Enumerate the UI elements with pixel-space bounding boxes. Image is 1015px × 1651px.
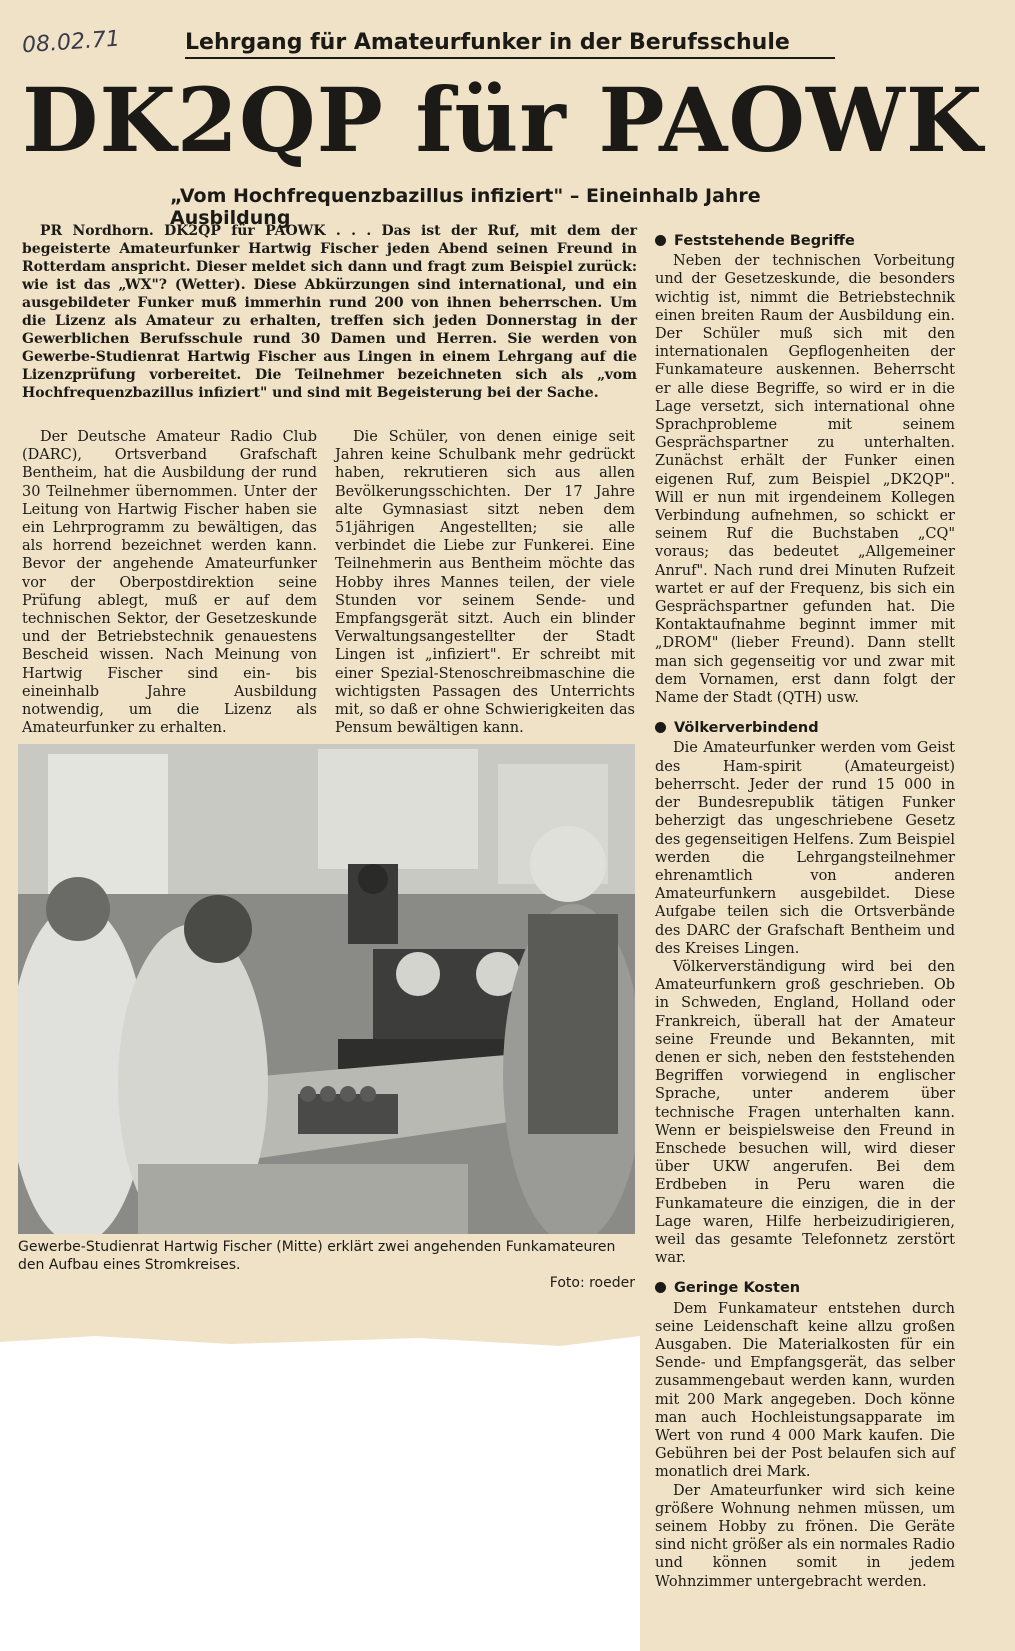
kicker: Lehrgang für Amateurfunker in der Berufsschule [185, 30, 835, 59]
bullet-icon [655, 1282, 666, 1293]
section-voelkerverbindend [655, 719, 955, 1267]
headline: DK2QP für PAOWK [22, 68, 984, 172]
section-heading: Geringe Kosten [655, 1279, 955, 1297]
body-paragraph: Der Deutsche Amateur Radio Club (DARC), Ortsverband Grafschaft Bentheim, hat die Ausbildung der rund 30 Teilnehmer übernommen. Unter der Leitung von Hartwig Fischer haben sie ein Lehrprogramm zu bewältigen, das als horrend bezeichnet werden kann. Bevor der angehende Amateurfunker vor der Oberpostdirektion seine Prüfung ablegt, muß er auf dem technischen Sektor, der Gesetzeskunde und der Betriebstechnik genauestens Bescheid wissen. Nach Meinung von Hartwig Fischer sind ein- bis eineinhalb Jahre Ausbildung notwendig, um die Lizenz als Amateurfunker zu erhalten. [22, 429, 317, 737]
section-heading: Völkerverbindend [655, 719, 955, 737]
handwritten-date: 08.02.71 [21, 26, 121, 59]
torn-edge [0, 1330, 640, 1651]
body-paragraph: Dem Funkamateur entstehen durch seine Leidenschaft keine allzu großen Ausgaben. Die Materialkosten für ein Sende- und Empfangsgerät, das selber zusammengebaut werden kann, wurden mit 200 Mark angegeben. Doch könne man auch Hochleistungsapparate im Wert von rund 4 000 Mark kaufen. Die Gebühren bei der Post belaufen sich auf monatlich drei Mark. [655, 1300, 955, 1481]
body-paragraph: Der Amateurfunker wird sich keine größere Wohnung nehmen müssen, um seinem Hobby zu frönen. Die Geräte sind nicht größer als ein normales Radio und können somit in jedem Wohnzimmer untergebracht werden. [655, 1482, 955, 1590]
body-column-1 [22, 428, 317, 737]
bullet-icon [655, 722, 666, 733]
photo-caption: Gewerbe-Studienrat Hartwig Fischer (Mitte) erklärt zwei angehenden Funkamateuren den Aufbau eines Stromkreises. Foto: roeder [18, 1239, 635, 1291]
classroom-photo [18, 744, 635, 1234]
body-column-2 [335, 428, 635, 737]
section-geringe-kosten [655, 1279, 955, 1590]
subheadline: „Vom Hochfrequenzbazillus infiziert" – Eineinhalb Jahre Ausbildung [170, 185, 761, 229]
bullet-icon [655, 235, 666, 246]
body-paragraph: Völkerverständigung wird bei den Amateurfunkern groß geschrieben. Ob in Schweden, England, Holland oder Frankreich, überall hat der Amateur seine Freunde und Bekannten, mit denen er sich, neben den feststehenden Begriffen vorwiegend in englischer Sprache, unter anderem über technische Fragen unterhalten kann. Wenn er beispielsweise den Freund in Enschede besuchen will, wird dieser über UKW angerufen. Bei dem Erdbeben in Peru waren die Funkamateure die einzigen, die in der Lage waren, Hilfe herbeizudirigieren, weil das gesamte Telefonnetz zerstört war. [655, 958, 955, 1267]
body-paragraph: Neben der technischen Vorbeitung und der Gesetzeskunde, die besonders wichtig ist, nimmt die Betriebstechnik einen breiten Raum der Ausbildung ein. Der Schüler muß sich mit den internationalen Gepflogenheiten der Funkamateure auskennen. Beherrscht er alle diese Begriffe, so wird er in die Lage versetzt, sich international ohne Sprachprobleme mit seinem Gesprächspartner zu unterhalten. Zunächst erhält der Funker einen eigenen Ruf, zum Beispiel „DK2QP". Will er nun mit irgendeinem Kollegen Verbindung aufnehmen, so schickt er seinem Ruf die Buchstaben „CQ" voraus; das bedeutet „Allgemeiner Anruf". Nach rund drei Minuten Rufzeit wartet er auf der Frequenz, bis sich ein Gesprächspartner gefunden hat. Die Kontaktaufnahme beginnt immer mit „DROM" (lieber Freund). Dann stellt man sich gegenseitig vor und zwar mit dem Vornamen, erst dann folgt der Name der Stadt (QTH) usw. [655, 253, 955, 707]
section-heading: Feststehende Begriffe [655, 232, 955, 250]
lead-paragraph: PR Nordhorn. DK2QP für PAOWK . . . Das ist der Ruf, mit dem der begeisterte Amateurfunker Hartwig Fischer jeden Abend seinen Freund in Rotterdam anspricht. Dieser meldet sich dann und fragt zum Beispiel zurück: wie ist das „WX"? (Wetter). Diese Abkürzungen sind international, und ein ausgebildeter Funker muß immerhin rund 200 von ihnen beherrschen. Um die Lizenz als Amateur zu erhalten, treffen sich jeden Donnerstag in der Gewerblichen Berufsschule rund 30 Damen und Herren. Sie werden von Gewerbe-Studienrat Hartwig Fischer aus Lingen in einem Lehrgang auf die Lizenzprüfung vorbereitet. Die Teilnehmer bezeichneten sich als „vom Hochfrequenzbazillus infiziert" und sind mit Begeisterung bei der Sache. [22, 223, 637, 401]
body-paragraph: Die Schüler, von denen einige seit Jahren keine Schulbank mehr gedrückt haben, rekrutieren sich aus allen Bevölkerungsschichten. Der 17 Jahre alte Gymnasiast sitzt neben dem 51jährigen Angestellten; sie alle verbindet die Liebe zur Funkerei. Eine Teilnehmerin aus Bentheim möchte das Hobby ihres Mannes teilen, der viele Stunden vor seinem Sende- und Empfangsgerät sitzt. Auch ein blinder Verwaltungsangestellter der Stadt Lingen ist „infiziert". Er schreibt mit einer Spezial-Stenoschreibmaschine die wichtigsten Passagen des Unterrichts mit, so daß er ohne Schwierigkeiten das Pensum bewältigen kann. [335, 429, 635, 737]
body-paragraph: Die Amateurfunker werden vom Geist des Ham-spirit (Amateurgeist) beherrscht. Jeder der rund 15 000 in der Bundesrepublik tätigen Funker beherzigt das ungeschriebene Gesetz des gegenseitigen Helfens. Zum Beispiel werden die Lehrgangsteilnehmer ehrenamtlich von anderen Amateurfunkern ausgebildet. Diese Aufgabe teilen sich die Ortsverbände des DARC der Grafschaft Bentheim und des Kreises Lingen. [655, 740, 955, 957]
section-feststehende-begriffe [655, 232, 955, 707]
photo-credit: Foto: roeder [549, 1275, 635, 1291]
body-column-3 [655, 232, 955, 1591]
